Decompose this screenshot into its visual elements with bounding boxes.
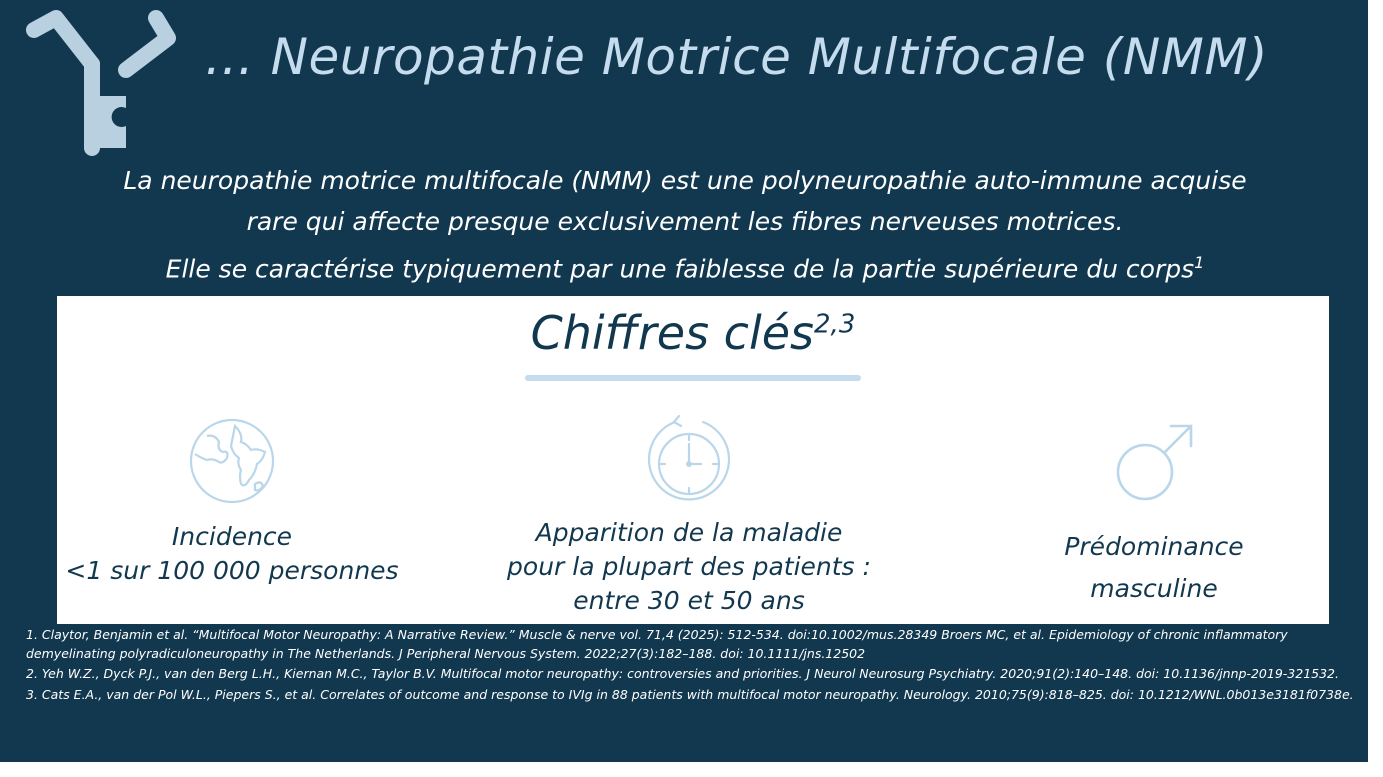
intro-line-3: Elle se caractérise typiquement par une faiblesse de la partie supérieure du corps$^1$ xyxy=(165,253,1205,284)
stat-onset xyxy=(489,414,889,618)
incidence-value: <1 sur 100 000 personnes xyxy=(65,556,399,585)
key-figures-footnote-ref: 2,3 xyxy=(814,309,856,340)
onset-detail: pour la plupart des patients : xyxy=(507,552,871,581)
key-figures-panel xyxy=(57,296,1329,624)
intro-line-1: La neuropathie motrice multifocale (NMM) est une polyneuropathie auto-immune acquise xyxy=(123,166,1247,195)
stat-male-predominance xyxy=(979,414,1329,606)
references xyxy=(26,626,1356,706)
intro-line-2: rare qui affecte presque exclusivement les fibres nerveuses motrices. xyxy=(246,207,1124,236)
incidence-label: Incidence xyxy=(171,522,293,551)
reference-3: 3. Cats E.A., van der Pol W.L., Piepers S., et al. Correlates of outcome and response to IVIg in 88 patients with multifocal motor neuropathy. Neurology. 2010;75(9):818–825. doi: 10.1212/WNL.0b013e3181f0738e. xyxy=(26,686,1354,702)
key-figures-title: Chiffres clés$^{2,3}$ xyxy=(530,306,856,360)
globe-icon xyxy=(185,414,279,508)
stopwatch-icon xyxy=(643,414,735,506)
male-predominance-label: Prédominance xyxy=(1064,532,1244,561)
onset-age-range: entre 30 et 50 ans xyxy=(573,586,805,615)
antibody-puzzle-logo-icon xyxy=(18,8,178,158)
reference-2: 2. Yeh W.Z., Dyck P.J., van den Berg L.H., Kiernan M.C., Taylor B.V. Multifocal motor neuropathy: controversies and priorities. J Neurol Neurosurg Psychiatry. 2020;91(2):140–148. doi: 10.1136/jnnp-2019-321532. xyxy=(26,666,1339,681)
intro-text xyxy=(30,160,1340,289)
intro-footnote-ref: 1 xyxy=(1194,253,1205,272)
title-underline xyxy=(525,375,861,381)
male-predominance-value: masculine xyxy=(1090,574,1218,603)
stat-incidence xyxy=(57,414,407,588)
male-symbol-icon xyxy=(1107,414,1201,508)
reference-1: 1. Claytor, Benjamin et al. “Multifocal Motor Neuropathy: A Narrative Review.” Muscle & nerve vol. 71,4 (2025): 512-534. doi:10.1002/mus.28349 Broers MC, et al. Epidemiology of chronic inflammatory demyelinating polyradiculoneuropathy in The Netherlands. J Peripheral Nervous System. 2022;27(3):182–188. doi: 10.1111/jns.12502 xyxy=(26,627,1288,661)
onset-label: Apparition de la maladie xyxy=(535,518,843,547)
page-title: ... Neuropathie Motrice Multifocale (NMM) xyxy=(205,28,1269,86)
